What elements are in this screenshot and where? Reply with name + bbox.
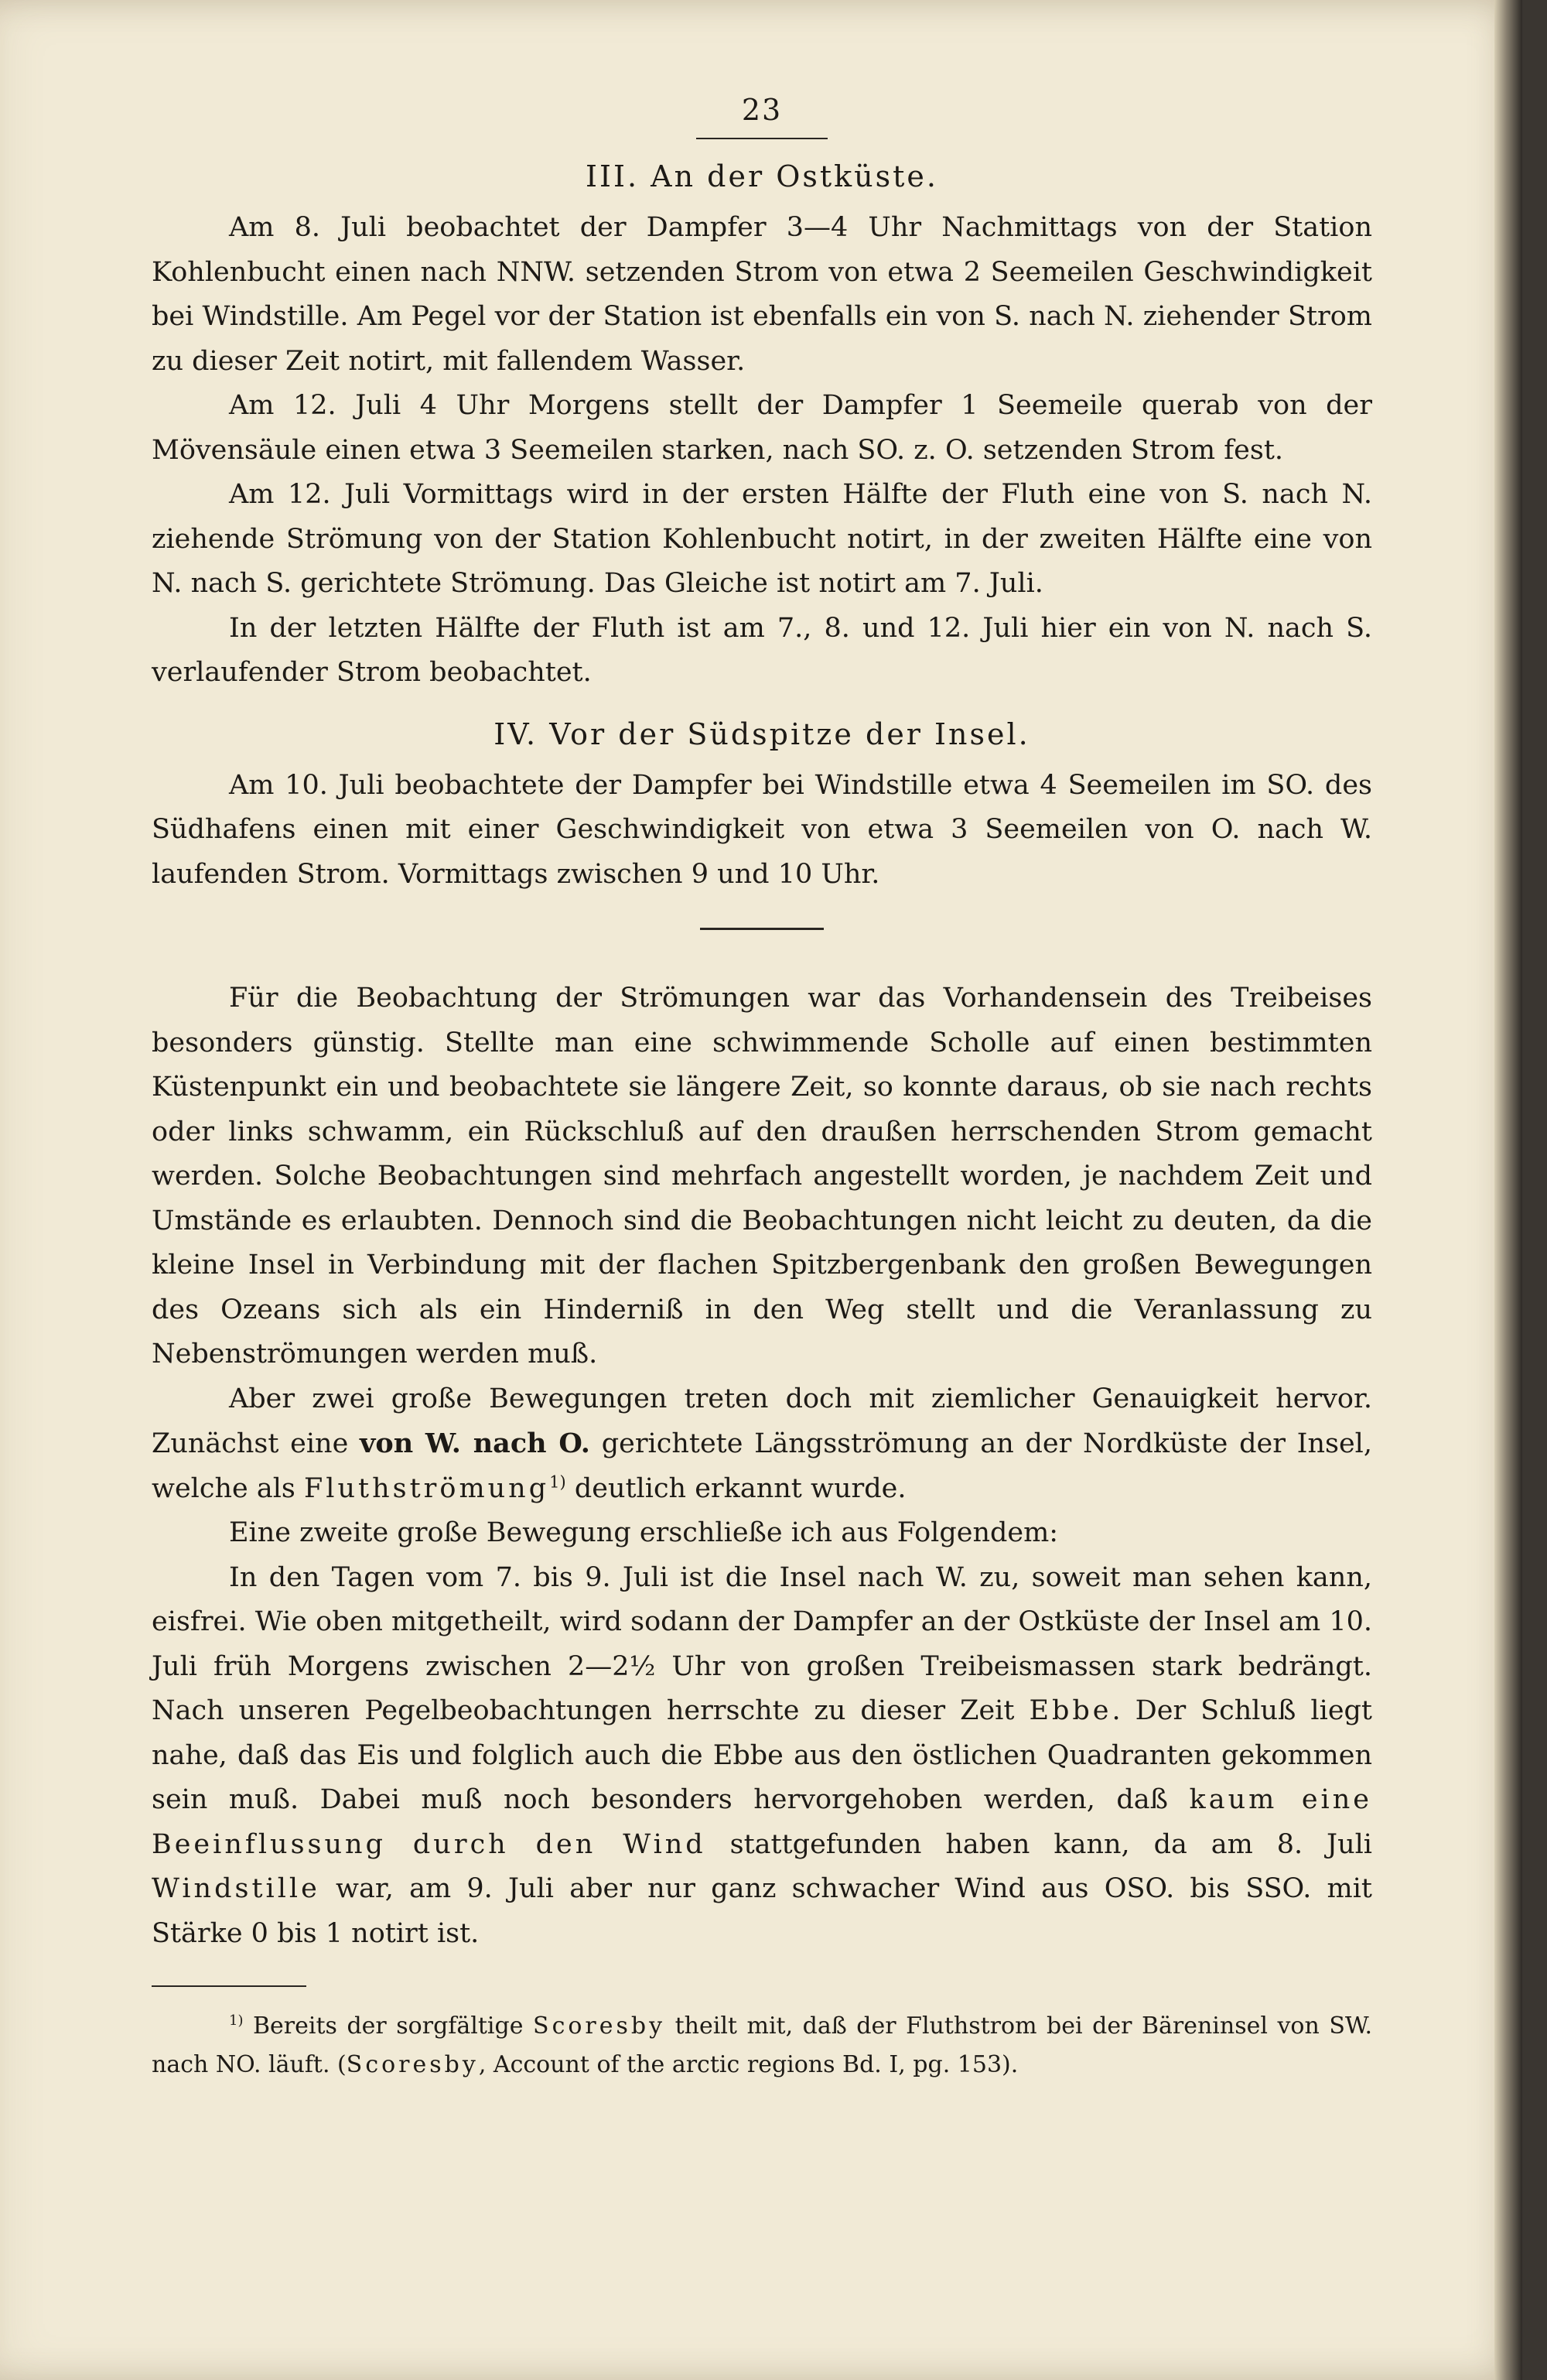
paragraph: Am 12. Juli Vormittags wird in der ersten Hälfte der Fluth eine von S. nach N. ziehende Strömung von der Station Kohlenbucht notirt, in der zweiten Hälfte eine von N. nach S. gerichtete Strömung. Das Gleiche ist notirt am 7. Juli. <box>152 479 1372 599</box>
footnote-ref: 1) <box>549 1472 566 1491</box>
section-heading-iii: III. An der Ostküste. <box>585 159 938 193</box>
header-rule <box>696 138 828 139</box>
paragraph: Am 10. Juli beobachtete der Dampfer bei Windstille etwa 4 Seemeilen im SO. des Südhafens einen mit einer Geschwindigkeit von etwa 3 Seemeilen von O. nach W. laufenden Strom. Vormittags zwischen 9 und 10 Uhr. <box>152 769 1372 890</box>
footnote-marker: 1) <box>229 2012 244 2029</box>
spaced-text: kaum eine Beeinflussung durch den Wind <box>152 1784 1372 1860</box>
page-edge <box>1494 0 1522 2380</box>
section-divider <box>700 928 824 930</box>
paragraph: Am 8. Juli beobachtet der Dampfer 3—4 Uhr Nachmittags von der Station Kohlenbucht einen nach NNW. setzenden Strom von etwa 2 Seemeilen Geschwindigkeit bei Windstille. Am Pegel vor der Station ist ebenfalls ein von S. nach N. ziehender Strom zu dieser Zeit notirt, mit fallendem Wasser. <box>152 212 1372 377</box>
paragraph: In den Tagen vom 7. bis 9. Juli ist die Insel nach W. zu, soweit man sehen kann, eisfrei. Wie oben mitgetheilt, wird sodann der Dampfer an der Ostküste der Insel am 10. Juli früh Morgens zwischen 2—2½ Uhr von großen Treibeismassen stark bedrängt. Nach unseren Pegelbeobachtungen herrschte zu dieser Zeit Ebbe. Der Schluß liegt nahe, daß das Eis und folglich auch die Ebbe aus den östlichen Quadranten gekommen sein muß. Dabei muß noch besonders hervorgehoben werden, daß kaum eine Beeinflussung durch den Wind stattgefunden haben kann, da am 8. Juli Windstille war, am 9. Juli aber nur ganz schwacher Wind aus OSO. bis SSO. mit Stärke 0 bis 1 notirt ist. <box>152 1561 1372 1949</box>
paragraph: In der letzten Hälfte der Fluth ist am 7., 8. und 12. Juli hier ein von N. nach S. verlaufender Strom beobachtet. <box>152 612 1372 688</box>
footnote-rule <box>152 1985 306 1987</box>
page-number: 23 <box>741 93 783 127</box>
spaced-text: Fluthströmung <box>304 1472 550 1504</box>
paragraph: Aber zwei große Bewegungen treten doch mit ziemlicher Genauigkeit hervor. Zunächst eine von W. nach O. gerichtete Längsströmung an der Nordküste der Insel, welche als Fluthströmung$^{1)}$ deutlich erkannt wurde. <box>152 1383 1372 1504</box>
spaced-text: Ebbe <box>1029 1695 1112 1726</box>
spaced-text: Windstille <box>152 1873 320 1904</box>
bold-text: von W. nach O. <box>360 1428 590 1459</box>
paragraph: Am 12. Juli 4 Uhr Morgens stellt der Dampfer 1 Seemeile querab von der Mövensäule einen etwa 3 Seemeilen starken, nach SO. z. O. setzenden Strom fest. <box>152 390 1372 466</box>
footnote: $^{1)}$ Bereits der sorgfältige Scoresby theilt mit, daß der Fluthstrom bei der Bäreninsel von SW. nach NO. läuft. (Scoresby, Account of the arctic regions Bd. I, pg. 153). <box>152 2012 1373 2078</box>
section-heading-iv: IV. Vor der Südspitze der Insel. <box>493 716 1030 751</box>
paragraph: Für die Beobachtung der Strömungen war das Vorhandensein des Treibeises besonders günstig. Stellte man eine schwimmende Scholle auf einen bestimmten Küstenpunkt ein und beobachtete sie längere Zeit, so konnte daraus, ob sie nach rechts oder links schwamm, ein Rückschluß auf den draußen herrschenden Strom gemacht werden. Solche Beobachtungen sind mehrfach angestellt worden, je nachdem Zeit und Umstände es erlaubten. Dennoch sind die Beobachtungen nicht leicht zu deuten, da die kleine Insel in Verbindung mit der flachen Spitzbergenbank den großen Bewegungen des Ozeans sich als ein Hinderniß in den Weg stellt und die Veranlassung zu Nebenströmungen werden muß. <box>152 983 1372 1370</box>
paragraph: Eine zweite große Bewegung erschließe ich aus Folgendem: <box>229 1517 1059 1548</box>
page-content <box>152 93 1372 2084</box>
